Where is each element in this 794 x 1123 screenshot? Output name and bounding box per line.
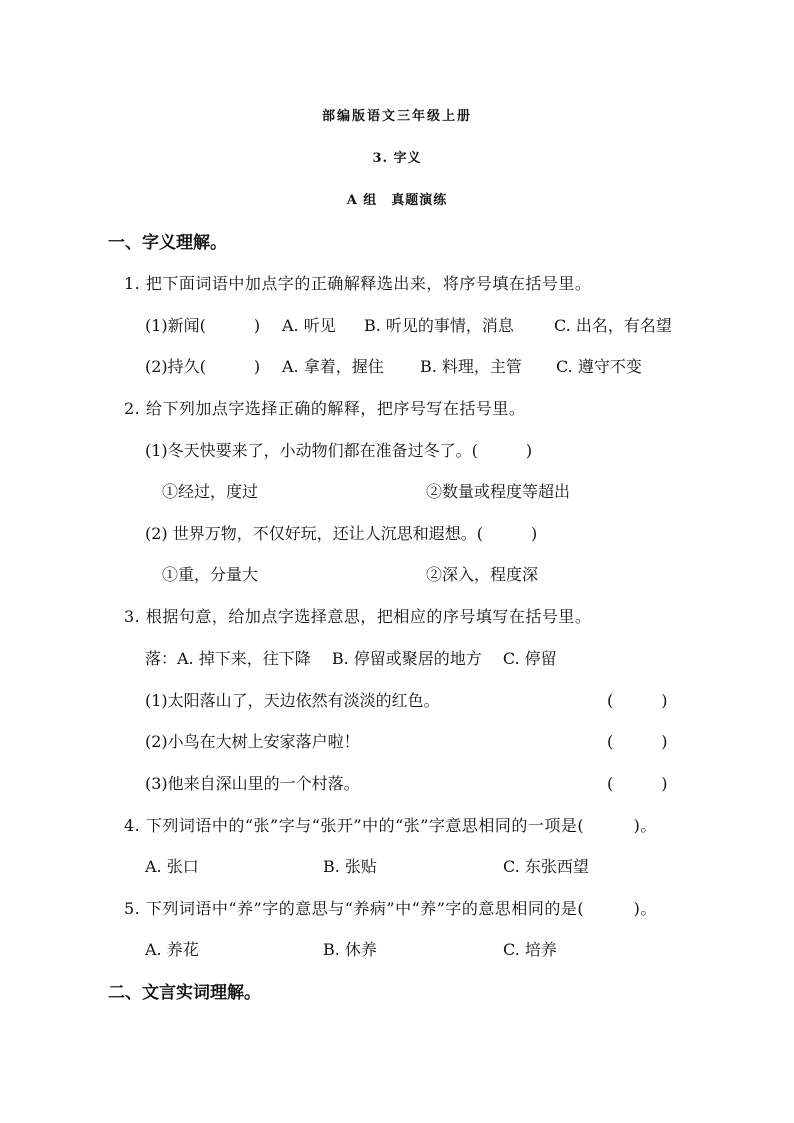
q5-option-a: A. 养花 <box>145 940 199 959</box>
q1-item-2-label: (2)持久( ) <box>145 357 261 376</box>
q3-item-2-blank: ( ) <box>607 732 668 751</box>
q1-item-1-label: (1)新闻( ) <box>145 316 261 335</box>
q2-item-1-option-2: ②数量或程度等超出 <box>426 482 571 501</box>
q1-item-2-option-a: A. 拿着，握住 <box>282 357 384 376</box>
q3-item-1-blank: ( ) <box>607 691 668 710</box>
q1-item-2-option-c: C. 遵守不变 <box>556 357 642 376</box>
q1-item-1-option-a: A. 听见 <box>282 316 336 335</box>
q4-option-b: B. 张贴 <box>323 857 377 876</box>
q3-options: 落：A. 掉下来，往下降 B. 停留或聚居的地方 C. 停留 <box>145 649 557 668</box>
q1-item-2-option-b: B. 料理，主管 <box>420 357 522 376</box>
question-2-stem: 2. 给下列加点字选择正确的解释，把序号写在括号里。 <box>124 399 526 418</box>
q2-item-2-sentence: (2) 世界万物，不仅好玩，还让人沉思和遐想。( ) <box>145 524 538 543</box>
section-2-title: 二、文言实词理解。 <box>108 983 261 1003</box>
q5-option-b: B. 休养 <box>323 940 377 959</box>
q2-item-1-option-1: ①经过，度过 <box>162 482 259 501</box>
group-title: A 组 真题演练 <box>346 193 448 208</box>
q2-item-1-sentence: (1)冬天快要来了，小动物们都在准备过冬了。( ) <box>145 441 533 460</box>
section-1-title: 一、字义理解。 <box>108 233 227 253</box>
question-3-stem: 3. 根据句意，给加点字选择意思，把相应的序号填写在括号里。 <box>124 607 592 626</box>
q1-item-1-option-c: C. 出名，有名望 <box>554 316 672 335</box>
book-title: 部编版语文三年级上册 <box>321 109 472 124</box>
question-1-stem: 1. 把下面词语中加点字的正确解释选出来，将序号填在括号里。 <box>124 274 592 293</box>
q4-option-c: C. 东张西望 <box>503 857 589 876</box>
question-5-stem: 5. 下列词语中“养”字的意思与“养病”中“养”字的意思相同的是( )。 <box>124 899 657 918</box>
q5-option-c: C. 培养 <box>503 940 557 959</box>
question-4-stem: 4. 下列词语中的“张”字与“张开”中的“张”字意思相同的一项是( )。 <box>124 816 657 835</box>
q3-item-3-blank: ( ) <box>607 774 668 793</box>
q3-item-3-sentence: (3)他来自深山里的一个村落。 <box>145 774 360 793</box>
q4-option-a: A. 张口 <box>145 857 199 876</box>
q3-item-2-sentence: (2)小鸟在大树上安家落户啦！ <box>145 732 360 751</box>
q3-item-1-sentence: (1)太阳落山了，天边依然有淡淡的红色。 <box>145 691 440 710</box>
q1-item-1-option-b: B. 听见的事情，消息 <box>364 316 514 335</box>
q2-item-2-option-1: ①重，分量大 <box>162 565 259 584</box>
q2-item-2-option-2: ②深入，程度深 <box>426 565 539 584</box>
unit-title: 3. 字义 <box>372 151 422 166</box>
